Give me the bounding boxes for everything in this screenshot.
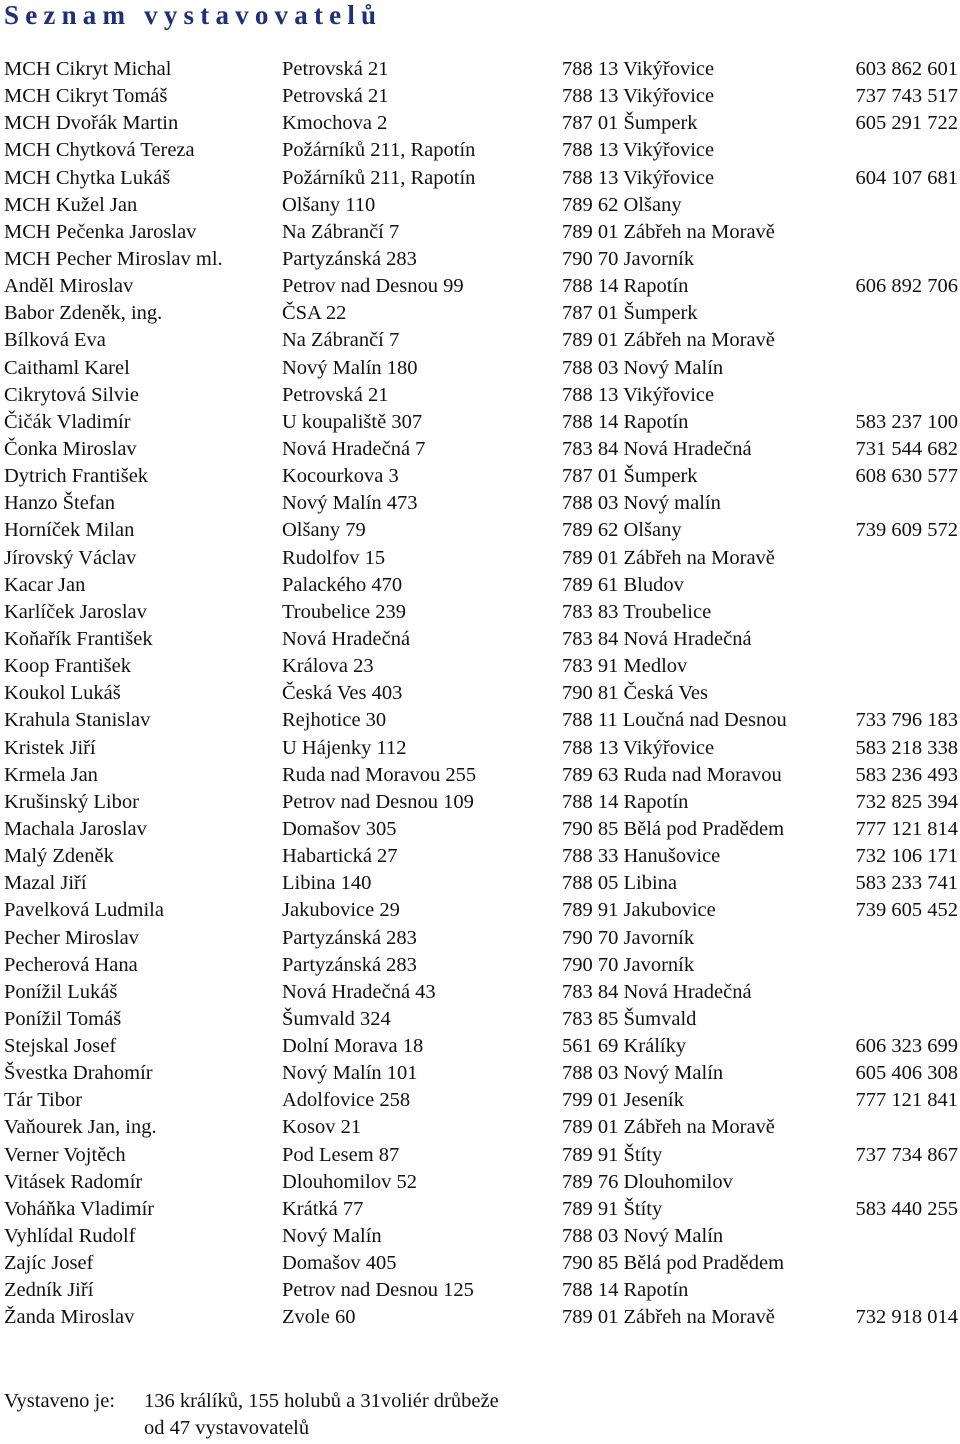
exhibitor-phone: 737 734 867: [855, 1143, 958, 1166]
exhibitor-row: [0, 1033, 960, 1060]
exhibitor-phone: 777 121 841: [855, 1089, 958, 1112]
exhibitor-name: Vyhlídal Rudolf: [4, 1225, 136, 1248]
exhibitor-phone: 732 918 014: [855, 1306, 958, 1329]
exhibitor-row: [0, 1277, 960, 1304]
exhibitor-phone: 603 862 601: [855, 58, 958, 80]
exhibitor-street: Kocourkova 3: [282, 465, 399, 488]
exhibitor-name: Hanzo Štefan: [4, 492, 115, 515]
exhibitor-phone: 605 291 722: [855, 112, 958, 135]
exhibitor-city: 789 62 Olšany: [562, 193, 682, 216]
exhibitor-row: [0, 300, 960, 327]
exhibitor-row: [0, 273, 960, 300]
exhibitor-phone: 604 107 681: [855, 166, 958, 189]
exhibitor-row: [0, 246, 960, 273]
exhibitor-row: [0, 1087, 960, 1114]
exhibitor-name: Koňařík František: [4, 627, 153, 650]
exhibitor-city: 787 01 Šumperk: [562, 465, 698, 488]
exhibitor-city: 783 84 Nová Hradečná: [562, 437, 752, 460]
exhibitor-city: 788 05 Libina: [562, 872, 678, 895]
exhibitor-street: Rejhotice 30: [282, 709, 387, 732]
exhibitor-name: Karlíček Jaroslav: [4, 600, 147, 623]
exhibitor-name: Mazal Jiří: [4, 872, 87, 895]
exhibitor-street: Nový Malín 180: [282, 356, 418, 379]
exhibitor-city: 790 85 Bělá pod Pradědem: [562, 817, 785, 840]
exhibitor-city: 789 91 Štíty: [562, 1197, 663, 1220]
exhibitor-row: [0, 517, 960, 544]
exhibitor-row: [0, 735, 960, 762]
exhibitor-name: Vaňourek Jan, ing.: [4, 1116, 157, 1139]
exhibitor-row: [0, 1250, 960, 1277]
exhibitor-name: MCH Chytka Lukáš: [4, 166, 171, 189]
exhibitor-row: [0, 680, 960, 707]
exhibitor-phone: 583 440 255: [855, 1197, 958, 1220]
exhibitor-name: Voháňka Vladimír: [4, 1197, 155, 1220]
exhibitor-name: Ponížil Lukáš: [4, 980, 118, 1003]
exhibitor-street: U Hájenky 112: [282, 736, 407, 759]
exhibitor-row: [0, 843, 960, 870]
exhibitor-city: 790 70 Javorník: [562, 247, 695, 270]
exhibitor-name: Stejskal Josef: [4, 1035, 117, 1058]
exhibitor-name: Kacar Jan: [4, 573, 86, 596]
exhibitor-street: U koupaliště 307: [282, 410, 423, 433]
exhibitor-row: [0, 816, 960, 843]
exhibitor-city: 783 85 Šumvald: [562, 1007, 697, 1030]
exhibitor-name: Čičák Vladimír: [4, 410, 131, 433]
exhibitor-street: Ruda nad Moravou 255: [282, 763, 477, 786]
exhibitor-phone: 733 796 183: [855, 709, 958, 732]
exhibitor-city: 788 13 Vikýřovice: [562, 139, 715, 162]
exhibitor-street: Petrov nad Desnou 109: [282, 790, 474, 813]
exhibitor-street: Libina 140: [282, 872, 372, 895]
exhibitor-street: Nový Malín: [282, 1225, 382, 1248]
exhibitor-row: [0, 572, 960, 599]
exhibitor-phone: 608 630 577: [855, 465, 958, 488]
exhibitor-name: MCH Pečenka Jaroslav: [4, 220, 197, 243]
exhibitor-name: Koop František: [4, 655, 131, 678]
exhibitor-street: Partyzánská 283: [282, 247, 417, 270]
exhibitor-city: 788 03 Nový Malín: [562, 1225, 724, 1248]
exhibitor-name: Anděl Miroslav: [4, 275, 134, 298]
exhibitor-street: Habartická 27: [282, 845, 398, 868]
exhibitor-street: Nový Malín 473: [282, 492, 418, 515]
exhibitor-city: 788 03 Nový malín: [562, 492, 721, 515]
exhibitor-street: Domašov 405: [282, 1252, 397, 1275]
exhibitor-name: Horníček Milan: [4, 519, 135, 542]
exhibitor-city: 783 91 Medlov: [562, 655, 688, 678]
exhibitor-city: 788 11 Loučná nad Desnou: [562, 709, 787, 732]
exhibitor-row: [0, 707, 960, 734]
exhibitor-street: Petrovská 21: [282, 58, 389, 80]
exhibitor-phone: 583 233 741: [855, 872, 958, 895]
exhibitor-name: Kristek Jiří: [4, 736, 96, 759]
exhibitor-city: 789 76 Dlouhomilov: [562, 1170, 733, 1193]
exhibitor-street: Zvole 60: [282, 1306, 356, 1329]
exhibitor-phone: 777 121 814: [855, 817, 958, 840]
summary-line-1: 136 králíků, 155 holubů a 31voliér drůbeže: [144, 1390, 499, 1412]
exhibitor-name: Caithaml Karel: [4, 356, 130, 379]
exhibitor-street: Na Zábrančí 7: [282, 329, 400, 352]
exhibitor-name: MCH Cikryt Michal: [4, 58, 172, 80]
exhibitor-city: 788 13 Vikýřovice: [562, 166, 715, 189]
exhibitor-city: 790 70 Javorník: [562, 926, 695, 949]
exhibitor-phone: 739 609 572: [855, 519, 958, 542]
exhibitor-row: [0, 762, 960, 789]
exhibitor-city: 788 13 Vikýřovice: [562, 736, 715, 759]
exhibitor-street: ČSA 22: [282, 302, 347, 325]
exhibitor-row: [0, 355, 960, 382]
exhibitor-city: 788 13 Vikýřovice: [562, 85, 715, 108]
exhibitor-city: 789 63 Ruda nad Moravou: [562, 763, 782, 786]
exhibitor-row: [0, 925, 960, 952]
exhibitor-street: Kosov 21: [282, 1116, 362, 1139]
exhibitor-street: Domašov 305: [282, 817, 397, 840]
exhibitor-street: Partyzánská 283: [282, 926, 417, 949]
exhibitor-row: [0, 219, 960, 246]
exhibitor-city: 788 03 Nový Malín: [562, 356, 724, 379]
exhibitor-name: MCH Dvořák Martin: [4, 112, 179, 135]
exhibitor-name: Bílková Eva: [4, 329, 106, 352]
exhibitor-name: Žanda Miroslav: [4, 1306, 135, 1329]
exhibitor-street: Palackého 470: [282, 573, 403, 596]
exhibitor-row: [0, 1142, 960, 1169]
exhibitor-city: 783 84 Nová Hradečná: [562, 980, 752, 1003]
exhibitor-street: Petrov nad Desnou 125: [282, 1279, 474, 1302]
exhibitor-street: Česká Ves 403: [282, 682, 403, 705]
exhibitor-row: [0, 436, 960, 463]
exhibitor-row: [0, 192, 960, 219]
summary-line-2: od 47 vystavovatelů: [144, 1417, 310, 1439]
exhibitor-name: MCH Kužel Jan: [4, 193, 138, 216]
exhibitor-row: [0, 1114, 960, 1141]
exhibitor-street: Nový Malín 101: [282, 1062, 418, 1085]
exhibitor-city: 783 84 Nová Hradečná: [562, 627, 752, 650]
exhibitor-row: [0, 327, 960, 354]
exhibitor-name: Krušinský Libor: [4, 790, 139, 813]
exhibitor-name: Pavelková Ludmila: [4, 899, 164, 922]
exhibitor-city: 790 70 Javorník: [562, 953, 695, 976]
exhibitor-city: 790 81 Česká Ves: [562, 682, 708, 705]
exhibitor-street: Pod Lesem 87: [282, 1143, 400, 1166]
exhibitor-name: Malý Zdeněk: [4, 845, 114, 868]
exhibitor-city: 788 14 Rapotín: [562, 275, 689, 298]
exhibitor-phone: 737 743 517: [855, 85, 958, 108]
exhibitor-city: 789 91 Jakubovice: [562, 899, 716, 922]
exhibitor-phone: 606 323 699: [855, 1035, 958, 1058]
exhibitor-city: 789 91 Štíty: [562, 1143, 663, 1166]
exhibitor-city: 783 83 Troubelice: [562, 600, 712, 623]
exhibitor-street: Králova 23: [282, 655, 374, 678]
summary-label: Vystaveno je:: [4, 1390, 116, 1412]
exhibitor-phone: 732 825 394: [855, 790, 958, 813]
exhibitor-row: [0, 653, 960, 680]
exhibitor-name: Jírovský Václav: [4, 546, 137, 569]
exhibitor-name: MCH Pecher Miroslav ml.: [4, 247, 223, 270]
exhibitor-row: [0, 897, 960, 924]
exhibitor-phone: 732 106 171: [855, 845, 958, 868]
exhibitor-street: Petrovská 21: [282, 383, 389, 406]
exhibitor-row: [0, 110, 960, 137]
exhibitor-row: [0, 56, 960, 83]
exhibitor-row: [0, 599, 960, 626]
exhibitor-row: [0, 1169, 960, 1196]
exhibitor-city: 799 01 Jeseník: [562, 1089, 684, 1112]
exhibitor-row: [0, 409, 960, 436]
exhibitor-street: Petrovská 21: [282, 85, 389, 108]
exhibitor-city: 789 62 Olšany: [562, 519, 682, 542]
exhibitor-city: 789 01 Zábřeh na Moravě: [562, 1116, 775, 1139]
exhibitor-city: 789 61 Bludov: [562, 573, 684, 596]
exhibitor-name: Koukol Lukáš: [4, 682, 121, 705]
exhibitor-row: [0, 1304, 960, 1331]
exhibitor-phone: 583 237 100: [855, 410, 958, 433]
exhibitor-name: Zedník Jiří: [4, 1279, 94, 1302]
exhibitor-name: Machala Jaroslav: [4, 817, 147, 840]
exhibitor-name: Krmela Jan: [4, 763, 98, 786]
exhibitor-name: Krahula Stanislav: [4, 709, 151, 732]
exhibitor-name: MCH Cikryt Tomáš: [4, 85, 168, 108]
exhibitor-street: Nová Hradečná 7: [282, 437, 426, 460]
exhibitor-street: Jakubovice 29: [282, 899, 400, 922]
exhibitor-name: Verner Vojtěch: [4, 1143, 126, 1166]
exhibitor-street: Na Zábrančí 7: [282, 220, 400, 243]
exhibitor-street: Dlouhomilov 52: [282, 1170, 417, 1193]
exhibitor-city: 788 13 Vikýřovice: [562, 383, 715, 406]
exhibitor-street: Rudolfov 15: [282, 546, 386, 569]
exhibitor-street: Kmochova 2: [282, 112, 388, 135]
exhibitor-city: 788 14 Rapotín: [562, 410, 689, 433]
exhibitor-name: Pecherová Hana: [4, 953, 138, 976]
exhibitor-row: [0, 545, 960, 572]
exhibitor-city: 561 69 Králíky: [562, 1035, 687, 1058]
exhibitor-name: Dytrich František: [4, 465, 149, 488]
exhibitor-list: [0, 56, 960, 1332]
exhibitor-row: [0, 463, 960, 490]
exhibitor-name: Ponížil Tomáš: [4, 1007, 122, 1030]
exhibitor-name: Tár Tibor: [4, 1089, 83, 1112]
exhibitor-city: 790 85 Bělá pod Pradědem: [562, 1252, 785, 1275]
exhibitor-city: 789 01 Zábřeh na Moravě: [562, 546, 775, 569]
exhibitor-row: [0, 1223, 960, 1250]
exhibitor-row: [0, 1060, 960, 1087]
exhibitor-name: Švestka Drahomír: [4, 1062, 153, 1085]
exhibitor-city: 788 03 Nový Malín: [562, 1062, 724, 1085]
exhibitor-name: MCH Chytková Tereza: [4, 139, 195, 162]
exhibitor-row: [0, 1196, 960, 1223]
exhibitor-street: Nová Hradečná 43: [282, 980, 436, 1003]
exhibitor-name: Cikrytová Silvie: [4, 383, 139, 406]
exhibitor-name: Vitásek Radomír: [4, 1170, 143, 1193]
exhibitor-name: Zajíc Josef: [4, 1252, 94, 1275]
exhibitor-street: Požárníků 211, Rapotín: [282, 166, 476, 189]
exhibitor-phone: 739 605 452: [855, 899, 958, 922]
exhibitor-row: [0, 165, 960, 192]
page-title: Seznam vystavovatelů: [4, 0, 383, 30]
exhibitor-street: Partyzánská 283: [282, 953, 417, 976]
exhibitor-row: [0, 979, 960, 1006]
exhibitor-city: 787 01 Šumperk: [562, 112, 698, 135]
exhibitor-row: [0, 952, 960, 979]
exhibitor-row: [0, 490, 960, 517]
exhibitor-street: Olšany 110: [282, 193, 376, 216]
exhibitor-row: [0, 137, 960, 164]
exhibitor-city: 788 14 Rapotín: [562, 790, 689, 813]
exhibitor-city: 789 01 Zábřeh na Moravě: [562, 1306, 775, 1329]
exhibitor-city: 788 33 Hanušovice: [562, 845, 721, 868]
exhibitor-phone: 605 406 308: [855, 1062, 958, 1085]
exhibitor-phone: 731 544 682: [855, 437, 958, 460]
exhibitor-name: Babor Zdeněk, ing.: [4, 302, 163, 325]
exhibitor-city: 789 01 Zábřeh na Moravě: [562, 329, 775, 352]
exhibitor-phone: 583 236 493: [855, 763, 958, 786]
exhibitor-name: Čonka Miroslav: [4, 437, 137, 460]
exhibitor-street: Krátká 77: [282, 1197, 364, 1220]
exhibitor-row: [0, 789, 960, 816]
exhibitor-phone: 606 892 706: [855, 275, 958, 298]
exhibitor-street: Nová Hradečná: [282, 627, 411, 650]
exhibitor-row: [0, 626, 960, 653]
exhibitor-name: Pecher Miroslav: [4, 926, 139, 949]
exhibitor-row: [0, 83, 960, 110]
exhibitor-phone: 583 218 338: [855, 736, 958, 759]
exhibitor-street: Petrov nad Desnou 99: [282, 275, 464, 298]
exhibitor-street: Požárníků 211, Rapotín: [282, 139, 476, 162]
exhibitor-row: [0, 382, 960, 409]
exhibitor-street: Šumvald 324: [282, 1007, 391, 1030]
exhibitor-street: Adolfovice 258: [282, 1089, 411, 1112]
exhibitor-city: 788 13 Vikýřovice: [562, 58, 715, 80]
exhibitor-city: 787 01 Šumperk: [562, 302, 698, 325]
exhibitor-street: Olšany 79: [282, 519, 366, 542]
exhibitor-street: Troubelice 239: [282, 600, 406, 623]
exhibitor-street: Dolní Morava 18: [282, 1035, 424, 1058]
exhibitor-row: [0, 1006, 960, 1033]
exhibitor-city: 789 01 Zábřeh na Moravě: [562, 220, 775, 243]
exhibitor-city: 788 14 Rapotín: [562, 1279, 689, 1302]
exhibitor-row: [0, 870, 960, 897]
